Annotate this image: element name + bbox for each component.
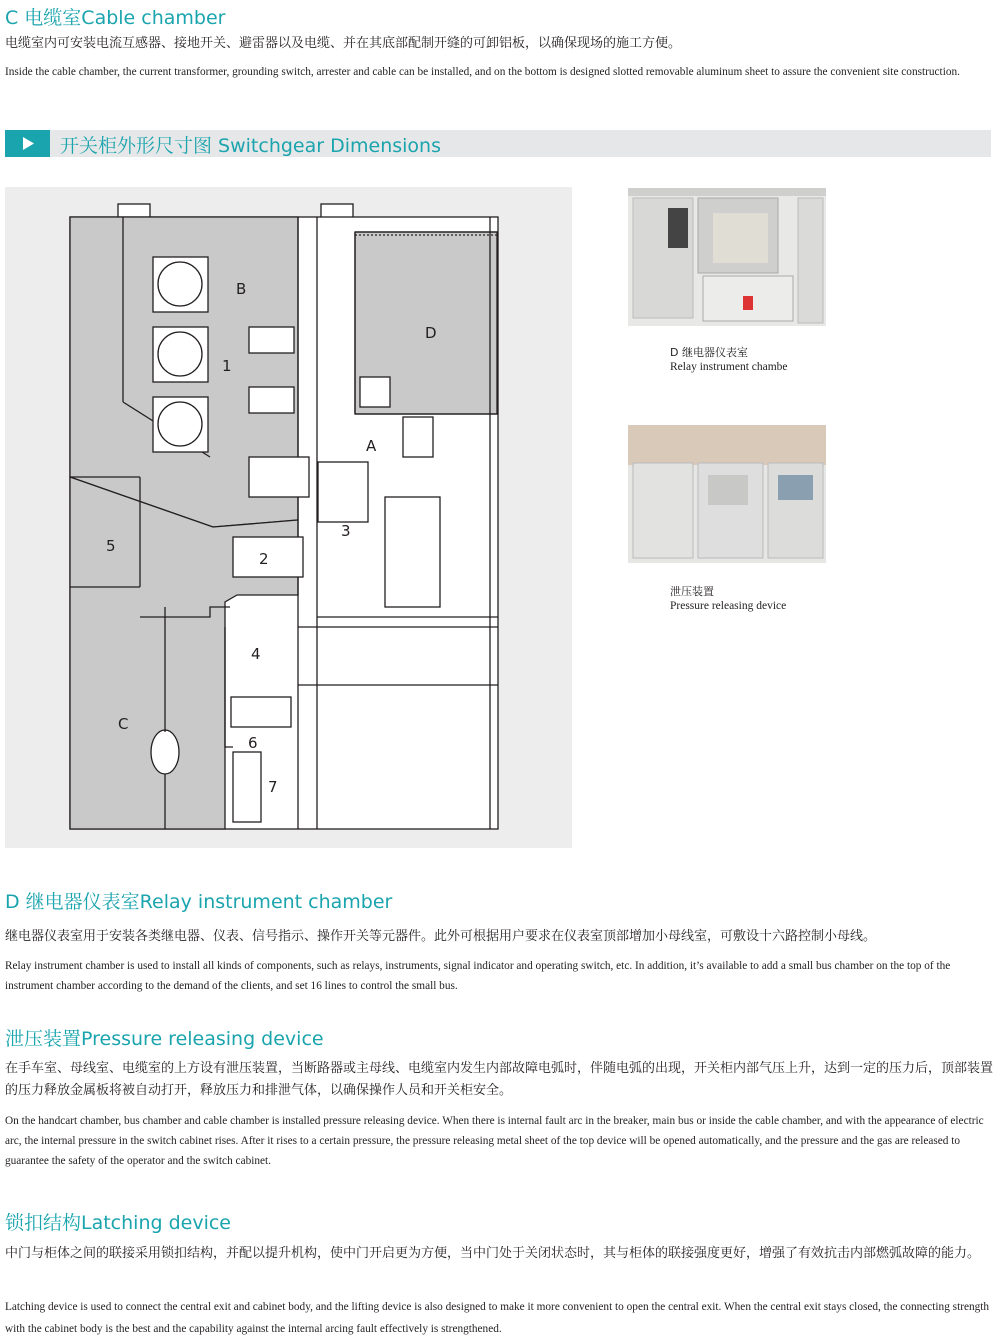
label-1: 1 (222, 357, 232, 375)
latching-device-title: 锁扣结构Latching device (5, 1212, 231, 1234)
pressure-device-photo (628, 425, 826, 563)
label-4: 4 (251, 645, 261, 663)
relay-chamber-photo (628, 188, 826, 326)
label-5: 5 (106, 537, 116, 555)
play-triangle-icon (5, 130, 50, 157)
relay-chamber-en: Relay instrument chamber is used to install all kinds of components, such as relays, instruments, signal indicator and operating switch, etc. In addition, it’s available to add a small bus chamber on the top of the instrument chamber according to the demand of the clients, and set 16 lines to control the small bus. (5, 960, 951, 992)
label-6: 6 (248, 734, 258, 752)
switchgear-diagram (5, 187, 572, 848)
pressure-device-en: On the handcart chamber, bus chamber and cable chamber is installed pressure releasing device. When there is internal fault arc in the breaker, main bus or inside the cable chamber, and with the appearance of electric arc, the internal pressure in the switch cabinet rises. After it rises to a certain pressure, the pressure releasing metal sheet of the top device will be opened automatically, and the pressure and the gas are released to guarantee the safety of the operator and the switch cabinet. (5, 1115, 984, 1167)
label-7: 7 (268, 778, 278, 796)
label-C: C (118, 715, 129, 733)
pressure-device-title: 泄压装置Pressure releasing device (5, 1028, 324, 1050)
pressure-device-cn: 在手车室、母线室、电缆室的上方设有泄压装置，当断路器或主母线、电缆室内发生内部故障电弧时，伴随电弧的出现，开关柜内部气压上升，达到一定的压力后，顶部装置的压力释放金属板将被自动打开，释放压力和排泄气体，以确保操作人员和开关柜安全。 (5, 1061, 994, 1098)
relay-caption-cn: D 继电器仪表室 (670, 346, 748, 359)
cable-chamber-cn: 电缆室内可安装电流互感器、接地开关、避雷器以及电缆、并在其底部配制开缝的可卸铝板，以确保现场的施工方便。 (5, 36, 682, 51)
dimensions-banner-title: 开关柜外形尺寸图 Switchgear Dimensions (60, 135, 441, 157)
relay-chamber-image (628, 188, 826, 326)
cable-chamber-title: C 电缆室Cable chamber (5, 7, 226, 29)
label-2: 2 (259, 550, 269, 568)
label-A: A (366, 437, 377, 455)
relay-caption-en: Relay instrument chambe (670, 361, 788, 373)
relay-chamber-cn: 继电器仪表室用于安装各类继电器、仪表、信号指示、操作开关等元器件。此外可根据用户要求在仪表室顶部增加小母线室，可敷设十六路控制小母线。 (5, 929, 877, 944)
pressure-caption-cn: 泄压装置 (670, 585, 714, 598)
banner-marker (5, 130, 50, 157)
latching-device-cn: 中门与柜体之间的联接采用锁扣结构，并配以提升机构，使中门开启更为方便，当中门处于关闭状态时，其与柜体的联接强度更好，增强了有效抗击内部燃弧故障的能力。 (5, 1246, 981, 1261)
switchgear-drawing (5, 187, 572, 848)
label-B: B (236, 280, 247, 298)
pressure-photo-caption (670, 584, 786, 614)
relay-chamber-title: D 继电器仪表室Relay instrument chamber (5, 891, 393, 913)
pressure-device-image (628, 425, 826, 563)
pressure-caption-en: Pressure releasing device (670, 600, 787, 612)
latching-device-en: Latching device is used to connect the central exit and cabinet body, and the lifting device is also designed to make it more convenient to open the central exit. When the central exit stays closed, the connecting strength with the cabinet body is the best and the capability against the internal arcing fault effectively is strengthened. (5, 1301, 990, 1335)
cable-chamber-en: Inside the cable chamber, the current transformer, grounding switch, arrester and cable can be installed, and on the bottom is designed slotted removable aluminum sheet to assure the convenient site construction. (5, 66, 960, 78)
label-D: D (425, 324, 437, 342)
relay-photo-caption (670, 345, 788, 375)
label-3: 3 (341, 522, 351, 540)
